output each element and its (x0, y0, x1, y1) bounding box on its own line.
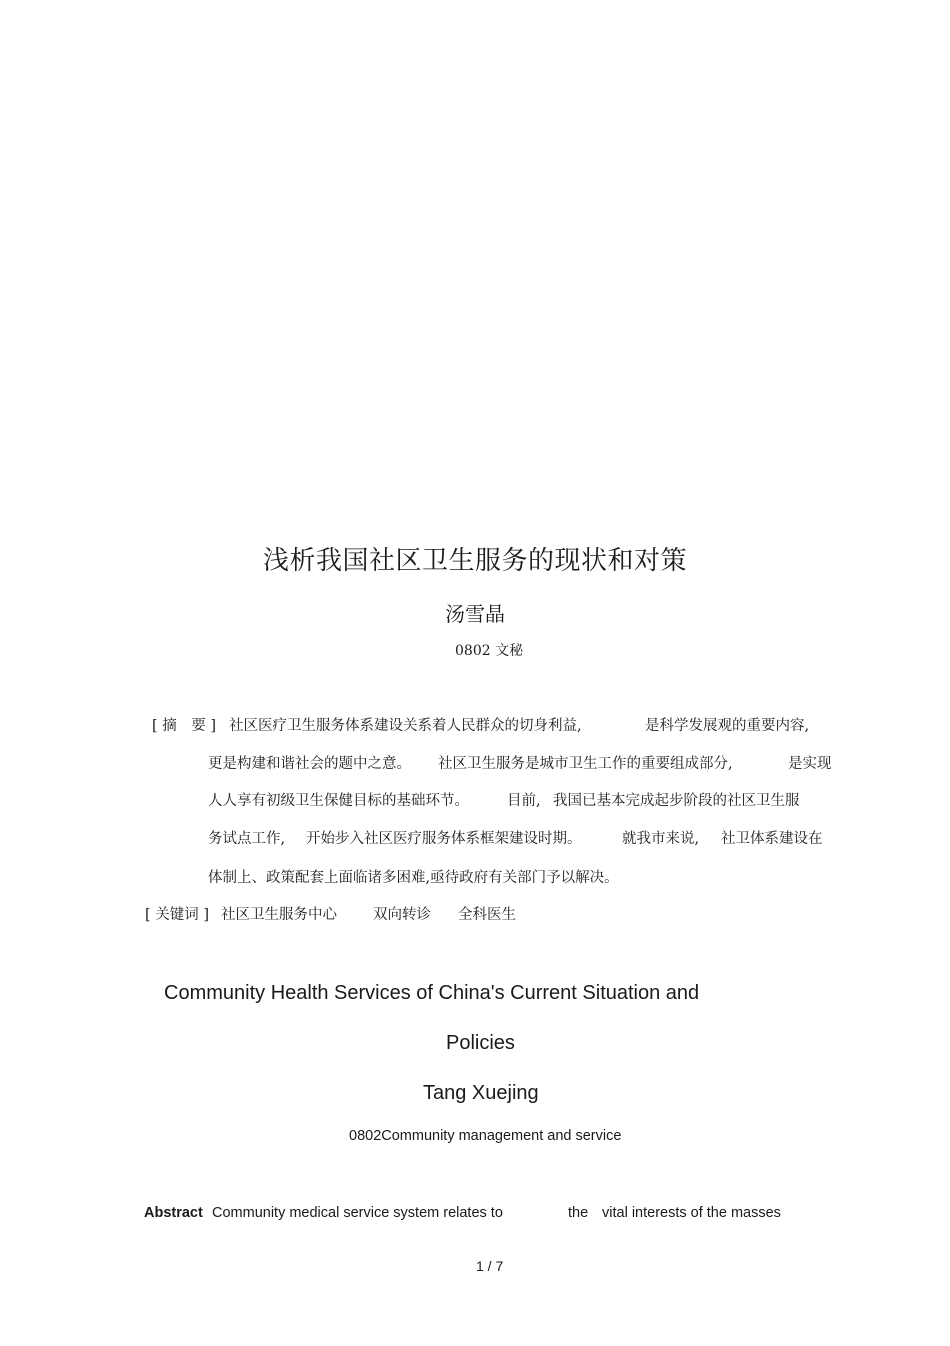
keyword-item: 双向转诊 (373, 907, 431, 923)
abstract-text: 更是构建和谐社会的题中之意。 (208, 756, 411, 772)
abstract-text: 社卫体系建设在 (721, 831, 823, 847)
author-name-cn: 汤雪晶 (445, 602, 505, 626)
abstract-text-en: Community medical service system relates to (212, 1205, 503, 1221)
abstract-text: 务试点工作, (208, 831, 286, 847)
abstract-text: 人人享有初级卫生保健目标的基础环节。 (208, 793, 469, 809)
keyword-item: 全科医生 (458, 907, 516, 923)
abstract-text-en: the (568, 1205, 589, 1221)
abstract-text: 目前, (507, 793, 541, 809)
page-number: 1 / 7 (476, 1258, 504, 1274)
document-title-cn: 浅析我国社区卫生服务的现状和对策 (262, 546, 687, 576)
abstract-text: 是科学发展观的重要内容, (645, 718, 810, 734)
keywords-label-cn: [ 关键词 ] (145, 907, 210, 923)
abstract-text: 我国已基本完成起步阶段的社区卫生服 (553, 793, 800, 809)
abstract-text: 开始步入社区医疗服务体系框架建设时期。 (306, 831, 582, 847)
document-title-en: Community Health Services of China's Current Situation and (164, 982, 700, 1004)
abstract-text-en: vital interests of the masses (602, 1205, 781, 1221)
abstract-text: 社区卫生服务是城市卫生工作的重要组成部分, (438, 756, 733, 772)
author-affiliation-en: 0802Community management and service (349, 1128, 622, 1144)
abstract-text: 社区医疗卫生服务体系建设关系着人民群众的切身利益, (229, 718, 582, 734)
abstract-label-cn: [ 摘 要 ] (152, 718, 217, 734)
author-name-en: Tang Xuejing (423, 1082, 539, 1104)
abstract-text: 体制上、政策配套上面临诸多困难,亟待政府有关部门予以解决。 (208, 870, 619, 886)
keyword-item: 社区卫生服务中心 (221, 907, 337, 923)
abstract-text: 是实现 (788, 756, 832, 772)
document-title-en-continued: Policies (446, 1032, 515, 1054)
author-affiliation-cn: 0802 文秘 (455, 643, 524, 659)
abstract-text: 就我市来说, (622, 831, 700, 847)
abstract-en (144, 1205, 203, 1221)
abstract-label-en: Abstract (144, 1205, 203, 1221)
